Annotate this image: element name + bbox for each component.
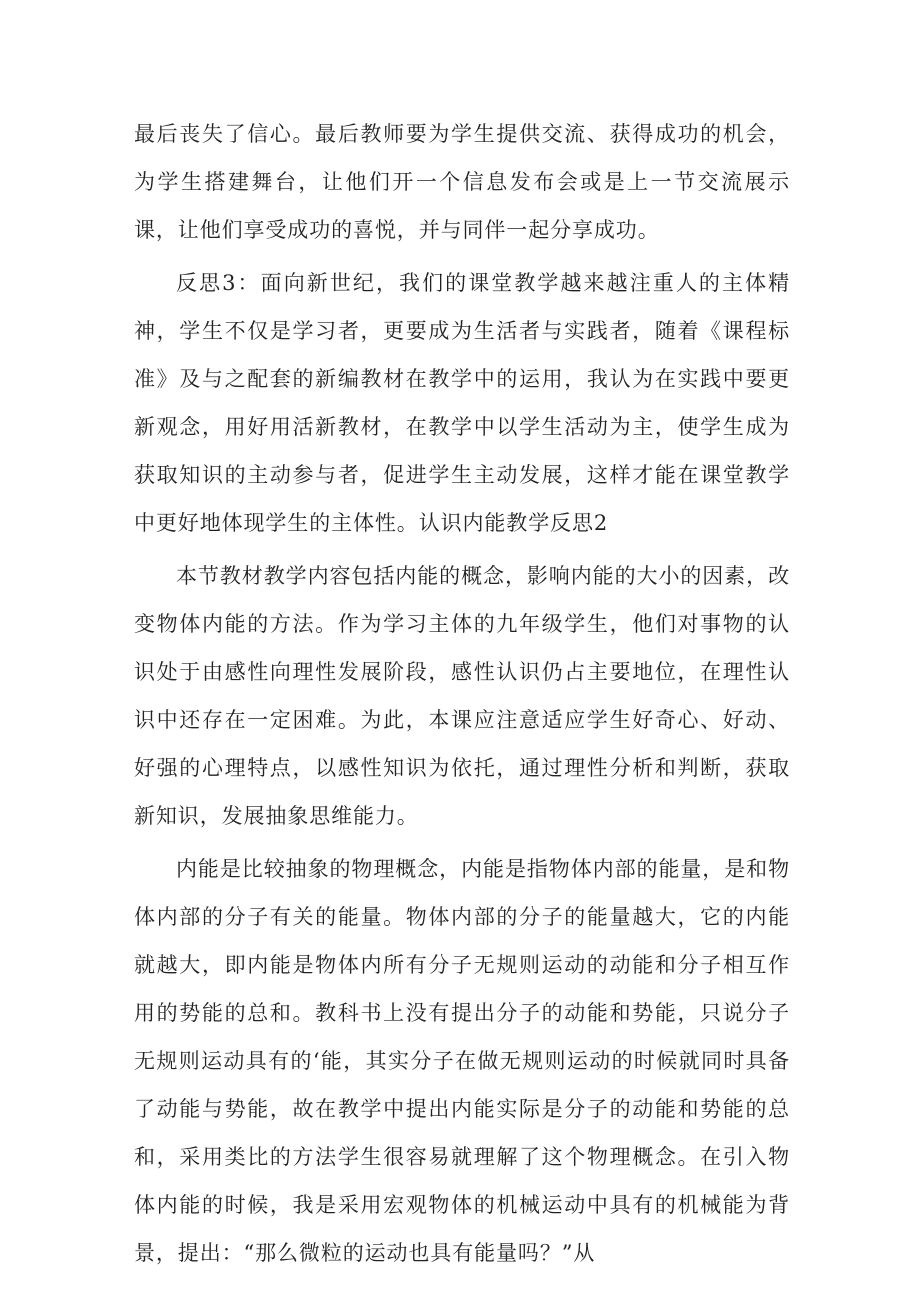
paragraph-continuation: 最后丧失了信心。最后教师要为学生提供交流、获得成功的机会，为学生搭建舞台，让他们开一个信息发布会或是上一节交流展示课，让他们享受成功的喜悦，并与同伴一起分享成功。 <box>134 122 790 242</box>
document-body <box>134 110 790 1277</box>
paragraph-textbook-content: 本节教材教学内容包括内能的概念，影响内能的大小的因素，改变物体内能的方法。作为学习主体的九年级学生，他们对事物的认识处于由感性向理性发展阶段，感性认识仍占主要地位，在理性认识中还存在一定困难。为此，本课应注意适应学生好奇心、好动、好强的心理特点，以感性知识为依托，通过理性分析和判断，获取新知识，发展抽象思维能力。 <box>134 564 790 828</box>
paragraph-reflection-3: 反思3：面向新世纪，我们的课堂教学越来越注重人的主体精神，学生不仅是学习者，更要成为生活者与实践者，随着《课程标准》及与之配套的新编教材在教学中的运用，我认为在实践中要更新观念，用好用活新教材，在教学中以学生活动为主，使学生成为获取知识的主动参与者，促进学生主动发展，这样才能在课堂教学中更好地体现学生的主体性。认识内能教学反思2 <box>134 271 790 535</box>
paragraph-internal-energy-concept: 内能是比较抽象的物理概念，内能是指物体内部的能量，是和物体内部的分子有关的能量。物体内部的分子的能量越大，它的内能就越大，即内能是物体内所有分子无规则运动的动能和分子相互作用的势能的总和。教科书上没有提出分子的动能和势能，只说分子无规则运动具有的‘能，其实分子在做无规则运动的时候就同时具备了动能与势能，故在教学中提出内能实际是分子的动能和势能的总和，采用类比的方法学生很容易就理解了这个物理概念。在引入物体内能的时候，我是采用宏观物体的机械运动中具有的机械能为背景，提出：“那么微粒的运动也具有能量吗？”从 <box>134 857 790 1265</box>
